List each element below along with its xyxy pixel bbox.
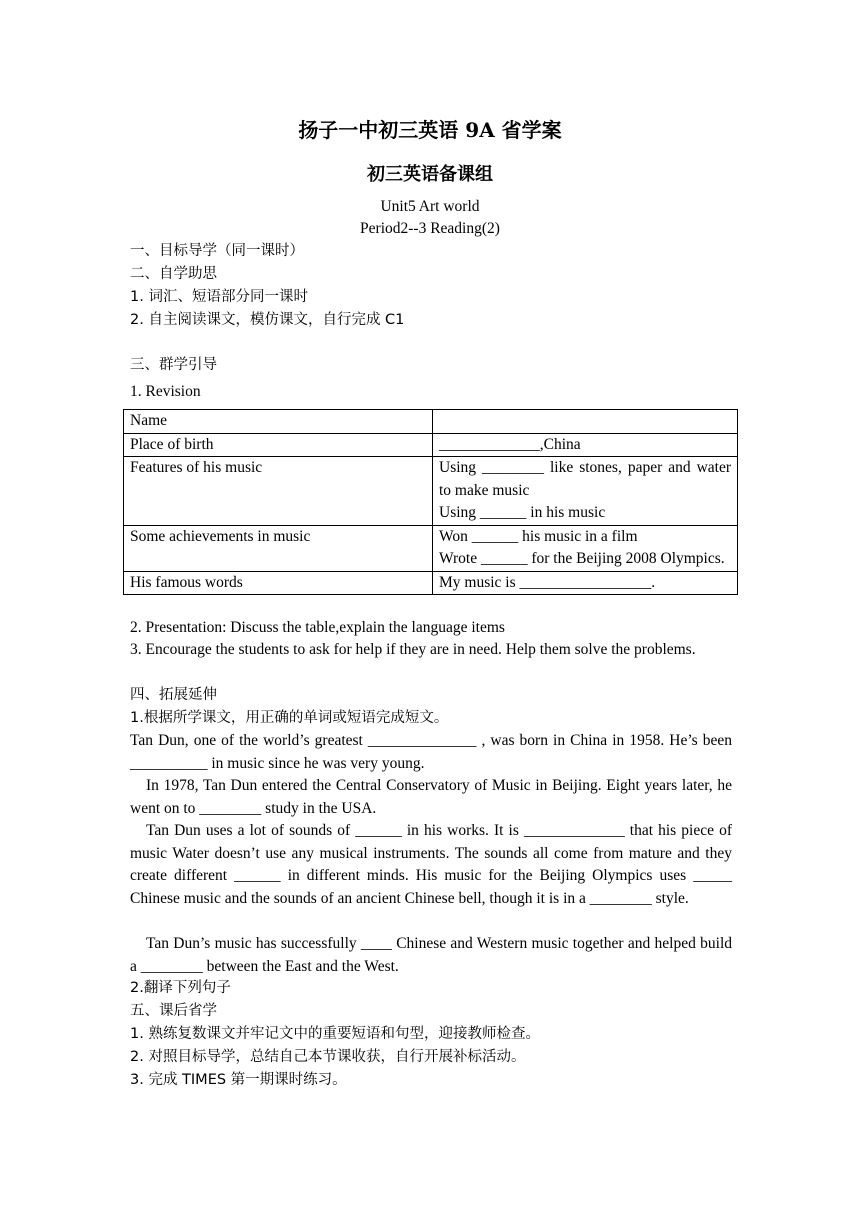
section-3-item-1: 1. Revision [130,383,201,400]
table-cell-value: My music is _________________. [433,571,738,595]
unit-label: Unit5 Art world [380,198,480,215]
table-row [124,571,738,595]
table-row [124,410,738,434]
period-label: Period2--3 Reading(2) [360,220,500,237]
section-4-item-1: 1.根据所学课文，用正确的单词或短语完成短文。 [130,710,449,726]
revision-table [123,409,738,595]
table-row [124,457,738,526]
table-cell-label: Features of his music [124,457,433,526]
section-5-item-1: 1. 熟练复数课文并牢记文中的重要短语和句型，迎接教师检查。 [130,1026,540,1042]
table-cell-value [433,525,738,571]
table-cell-label: Place of birth [124,433,433,457]
table-cell-line: Wrote ______ for the Beijing 2008 Olympics. [439,550,725,567]
table-cell-line: Using ________ like stones, paper and water to make music [439,459,731,499]
section-3-item-3: 3. Encourage the students to ask for help if they are in need. Help them solve the problems. [130,641,696,658]
table-cell-label: Some achievements in music [124,525,433,571]
section-2-item-2: 2. 自主阅读课文，模仿课文，自行完成 C1 [130,312,405,328]
table-cell-line: Won ______ his music in a film [439,527,638,545]
page-title: 扬子一中初三英语 9A 省学案 [298,118,562,142]
passage-paragraph-1: Tan Dun, one of the world’s greatest ______________ , was born in China in 1958. He’s been __________ in music since he was very young. [130,732,732,772]
table-cell-line: Using ______ in his music [439,504,606,521]
table-cell-value [433,457,738,526]
section-5-item-3: 3. 完成 TIMES 第一期课时练习。 [130,1072,347,1088]
table-cell-label: His famous words [124,571,433,595]
table-cell-label: Name [124,410,433,434]
page-subtitle: 初三英语备课组 [367,164,493,185]
section-heading-5: 五、课后省学 [130,1003,217,1019]
section-3-item-2: 2. Presentation: Discuss the table,explain the language items [130,619,505,636]
section-heading-1: 一、目标导学（同一课时） [130,243,304,259]
section-heading-3: 三、群学引导 [130,357,217,373]
section-heading-4: 四、拓展延伸 [130,687,217,703]
passage-paragraph-3: Tan Dun uses a lot of sounds of ______ in his works. It is _____________ that his piece of music Water doesn’t use any musical instruments. The sounds all come from mature and they create different ______ in different minds. His music for the Beijing Olympics uses _____ Chinese music and the sounds of an ancient Chinese bell, though it is in a ________ style. [130,822,732,907]
section-heading-2: 二、自学助思 [130,266,217,282]
table-row [124,433,738,457]
table-row [124,525,738,571]
passage-paragraph-4: Tan Dun’s music has successfully ____ Chinese and Western music together and helped build a ________ between the East and the West. [130,935,732,975]
passage-paragraph-2: In 1978, Tan Dun entered the Central Conservatory of Music in Beijing. Eight years later, he went on to ________ study in the USA. [130,777,732,817]
table-cell-value: _____________,China [433,433,738,457]
section-5-item-2: 2. 对照目标导学，总结自己本节课收获，自行开展补标活动。 [130,1049,526,1065]
section-4-item-2: 2.翻译下列句子 [130,980,231,996]
section-2-item-1: 1. 词汇、短语部分同一课时 [130,289,308,305]
table-cell-value [433,410,738,434]
